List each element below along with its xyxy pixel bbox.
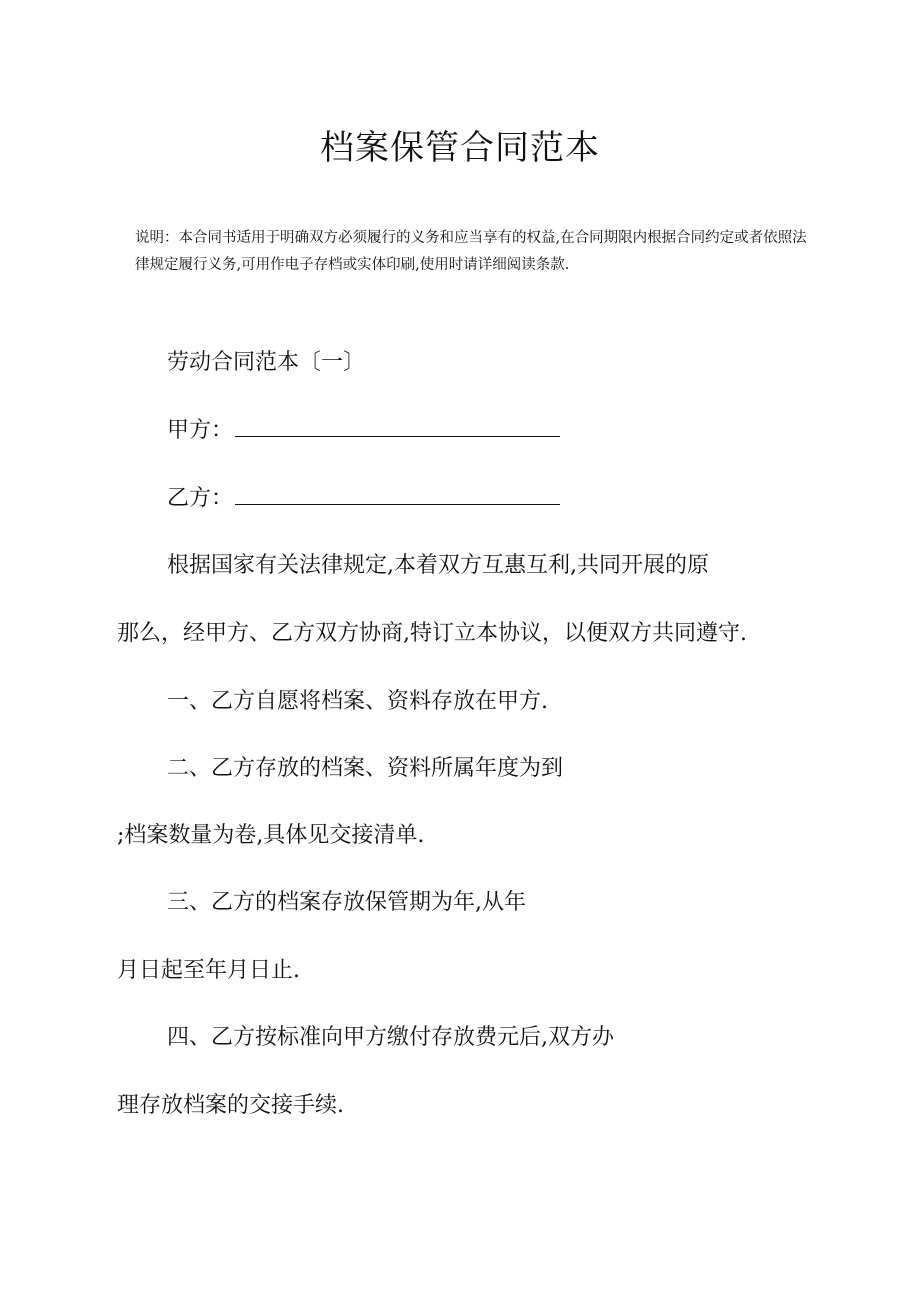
subtitle: 劳动合同范本〔一〕 [167, 350, 366, 375]
usage-note: 说明：本合同书适用于明确双方必须履行的义务和应当享有的权益,在合同期限内根据合同约定或者依照法律规定履行义务,可用作电子存档或实体印刷,使用时请详细阅读条款. [135, 230, 807, 273]
clause-4-cont: 理存放档案的交接手续. [117, 1093, 344, 1118]
clause-2-cont: ;档案数量为卷,具体见交接清单. [117, 823, 425, 848]
clause-1: 一、乙方自愿将档案、资料存放在甲方. [167, 689, 548, 714]
clause-2: 二、乙方存放的档案、资料所属年度为到 [167, 756, 564, 781]
document-title: 档案保管合同范本 [320, 128, 600, 168]
clause-3-cont: 月日起至年月日止. [117, 958, 300, 983]
party-a-label: 甲方： [167, 418, 234, 443]
party-b-blank [235, 484, 560, 505]
party-b-line [167, 481, 560, 512]
paragraph-1-cont: 那么，经甲方、乙方双方协商,特订立本协议，以便双方共同遵守. [117, 621, 747, 646]
clause-4: 四、乙方按标准向甲方缴付存放费元后,双方办 [167, 1025, 614, 1050]
party-b-label: 乙方： [167, 486, 234, 511]
party-a-blank [235, 416, 560, 437]
paragraph-1: 根据国家有关法律规定,本着双方互惠互利,共同开展的原 [167, 553, 709, 578]
party-a-line [167, 413, 560, 444]
clause-3: 三、乙方的档案存放保管期为年,从年 [167, 890, 526, 915]
